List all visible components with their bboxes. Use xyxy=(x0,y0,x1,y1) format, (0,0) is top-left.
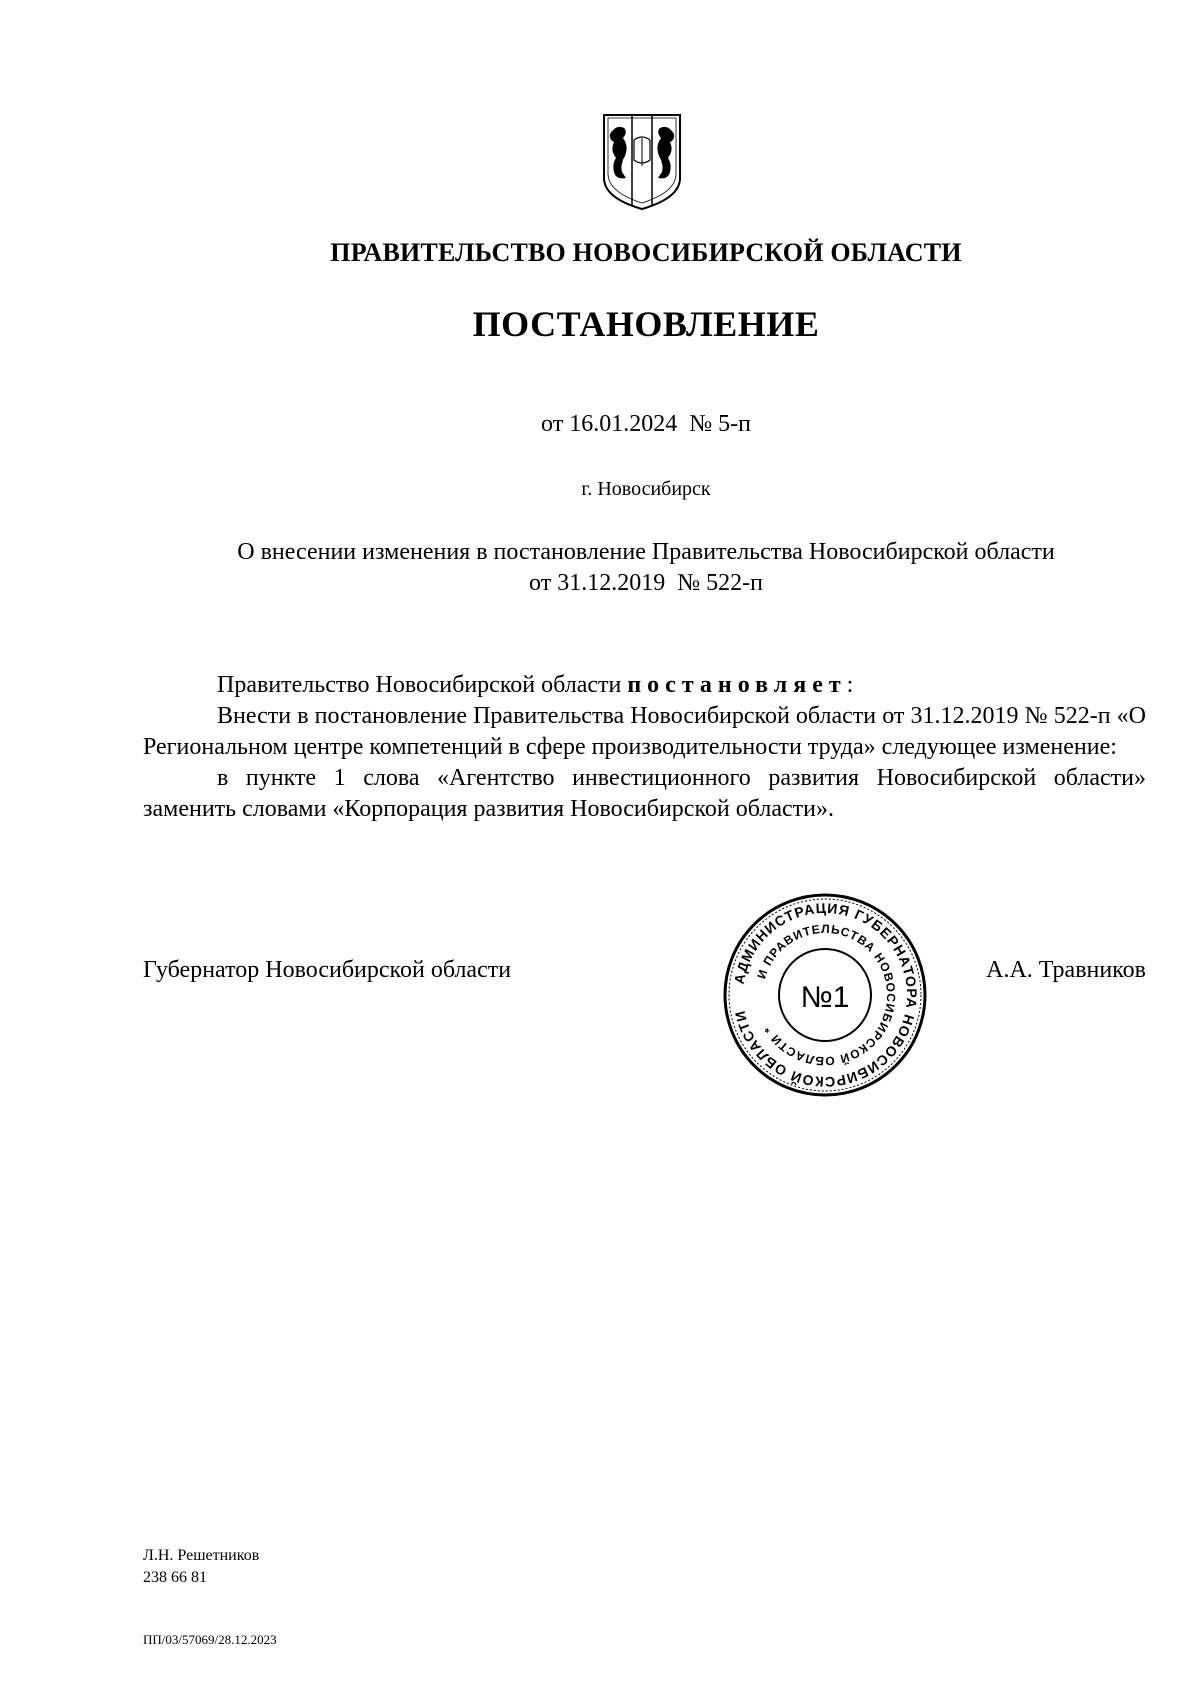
seal-center-number: №1 xyxy=(800,981,850,1014)
document-body xyxy=(143,670,1146,825)
seal-outer-text: АДМИНИСТРАЦИЯ ГУБЕРНАТОРА НОВОСИБИРСКОЙ ОБЛАСТИ xyxy=(730,899,921,1091)
executor-phone: 238 66 81 xyxy=(143,1569,207,1586)
decree-intro xyxy=(143,670,1146,701)
document-subject xyxy=(130,537,1162,599)
coat-of-arms-emblem xyxy=(600,112,684,212)
seal-inner-text: И ПРАВИТЕЛЬСТВА НОВОСИБИРСКОЙ ОБЛАСТИ * xyxy=(754,921,899,1069)
decree-colon: : xyxy=(846,672,854,698)
subject-line-2: от 31.12.2019 № 522-п xyxy=(529,570,763,596)
subject-line-1: О внесении изменения в постановление Правительства Новосибирской области xyxy=(237,539,1055,565)
signer-name: А.А. Травников xyxy=(986,957,1146,983)
document-city: г. Новосибирск xyxy=(581,478,711,500)
document-type-title: ПОСТАНОВЛЕНИЕ xyxy=(472,304,820,344)
body-paragraph-1: Внести в постановление Правительства Новосибирской области от 31.12.2019 № 522-п «О Региональном центре компетенций в сфере производительности труда» следующее изменение: xyxy=(143,703,1146,760)
executor-name: Л.Н. Решетников xyxy=(143,1547,260,1564)
organization-title: ПРАВИТЕЛЬСТВО НОВОСИБИРСКОЙ ОБЛАСТИ xyxy=(330,238,962,267)
signer-position: Губернатор Новосибирской области xyxy=(143,957,512,983)
official-seal-stamp xyxy=(720,890,930,1100)
body-paragraph-2: в пункте 1 слова «Агентство инвестиционного развития Новосибирской области» заменить словами «Корпорация развития Новосибирской области». xyxy=(143,765,1146,822)
decree-intro-text: Правительство Новосибирской области xyxy=(217,672,622,698)
decree-word: постановляет xyxy=(627,672,847,698)
document-date-number: от 16.01.2024 № 5-п xyxy=(541,411,751,437)
document-registration-code: ПП/03/57069/28.12.2023 xyxy=(143,1632,277,1647)
